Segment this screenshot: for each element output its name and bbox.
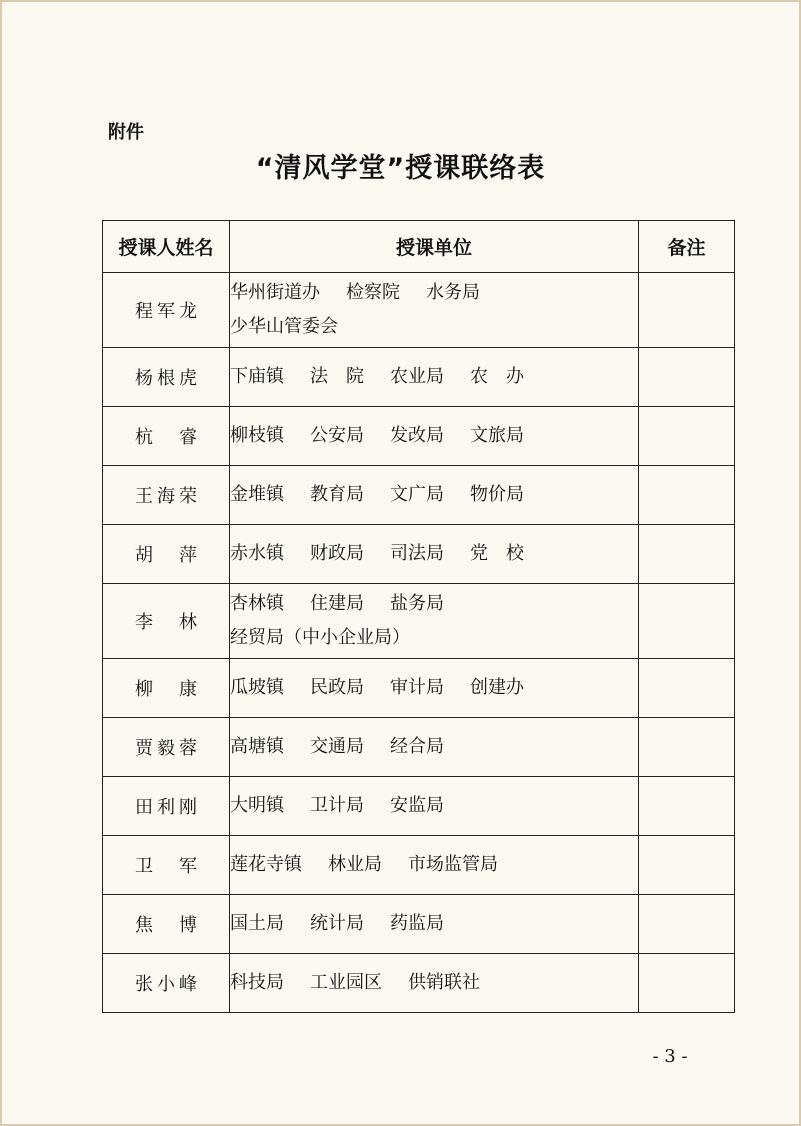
units-line — [230, 478, 638, 512]
table-header-row — [103, 221, 735, 273]
table-row — [103, 584, 735, 659]
header-remark: 备注 — [639, 221, 735, 273]
unit-name: 住建局 — [310, 593, 364, 614]
units-line — [230, 621, 638, 655]
unit-name: 创建办 — [470, 677, 524, 698]
unit-name: 党 校 — [470, 543, 524, 564]
lecturer-name: 张小峰 — [135, 974, 197, 995]
unit-name: 司法局 — [390, 543, 444, 564]
lecturer-name: 王海荣 — [135, 486, 197, 507]
unit-name: 赤水镇 — [230, 543, 284, 564]
header-units: 授课单位 — [230, 221, 639, 273]
unit-name: 高塘镇 — [230, 736, 284, 757]
units-line — [230, 671, 638, 705]
unit-name: 杏林镇 — [230, 593, 284, 614]
unit-name: 检察院 — [346, 282, 400, 303]
units-line — [230, 537, 638, 571]
unit-name: 国土局 — [230, 913, 284, 934]
units-line — [230, 276, 638, 310]
unit-name: 卫计局 — [310, 795, 364, 816]
unit-name: 审计局 — [390, 677, 444, 698]
unit-name: 供销联社 — [408, 972, 480, 993]
lecturer-name: 杨根虎 — [135, 368, 197, 389]
table-row — [103, 407, 735, 466]
table-row — [103, 836, 735, 895]
unit-name: 安监局 — [390, 795, 444, 816]
remark-cell — [639, 836, 735, 895]
unit-name: 盐务局 — [390, 593, 444, 614]
remark-cell — [639, 584, 735, 659]
units-line — [230, 907, 638, 941]
lecturer-name-cell — [103, 407, 230, 466]
remark-cell — [639, 954, 735, 1013]
lecturer-name-cell — [103, 466, 230, 525]
unit-name: 民政局 — [310, 677, 364, 698]
unit-name: 发改局 — [390, 425, 444, 446]
units-cell — [230, 466, 639, 525]
unit-name: 财政局 — [310, 543, 364, 564]
table-row — [103, 895, 735, 954]
lecturer-name: 柳 康 — [135, 679, 197, 700]
unit-name: 农 办 — [470, 366, 524, 387]
table-row — [103, 954, 735, 1013]
lecturer-name-cell — [103, 273, 230, 348]
units-line — [230, 966, 638, 1000]
lecturer-name-cell — [103, 584, 230, 659]
lecturer-name-cell — [103, 895, 230, 954]
unit-name: 少华山管委会 — [230, 316, 338, 337]
attachment-label: 附件 — [108, 122, 144, 143]
remark-cell — [639, 659, 735, 718]
table-row — [103, 466, 735, 525]
remark-cell — [639, 525, 735, 584]
table-row — [103, 777, 735, 836]
lecturer-name-cell — [103, 348, 230, 407]
units-cell — [230, 584, 639, 659]
units-line — [230, 360, 638, 394]
lecture-contact-table — [102, 220, 735, 1013]
remark-cell — [639, 777, 735, 836]
table-row — [103, 525, 735, 584]
unit-name: 华州街道办 — [230, 282, 320, 303]
unit-name: 下庙镇 — [230, 366, 284, 387]
remark-cell — [639, 895, 735, 954]
units-line — [230, 310, 638, 344]
unit-name: 市场监管局 — [408, 854, 498, 875]
table-row — [103, 348, 735, 407]
units-cell — [230, 273, 639, 348]
unit-name: 药监局 — [390, 913, 444, 934]
units-line — [230, 587, 638, 621]
unit-name: 农业局 — [390, 366, 444, 387]
lecturer-name: 卫 军 — [135, 856, 197, 877]
unit-name: 经合局 — [390, 736, 444, 757]
unit-name: 莲花寺镇 — [230, 854, 302, 875]
table-row — [103, 718, 735, 777]
table-row — [103, 273, 735, 348]
unit-name: 统计局 — [310, 913, 364, 934]
unit-name: 文广局 — [390, 484, 444, 505]
lecturer-name: 贾毅蓉 — [135, 738, 197, 759]
unit-name: 法 院 — [310, 366, 364, 387]
unit-name: 大明镇 — [230, 795, 284, 816]
unit-name: 公安局 — [310, 425, 364, 446]
table-row — [103, 659, 735, 718]
units-line — [230, 419, 638, 453]
units-cell — [230, 407, 639, 466]
lecturer-name: 田利刚 — [135, 797, 197, 818]
units-cell — [230, 777, 639, 836]
unit-name: 工业园区 — [310, 972, 382, 993]
units-cell — [230, 659, 639, 718]
document-title: “清风学堂”授课联络表 — [255, 153, 546, 184]
page-number: - 3 - — [652, 1046, 688, 1067]
lecturer-name: 胡 萍 — [135, 545, 197, 566]
remark-cell — [639, 273, 735, 348]
header-name: 授课人姓名 — [103, 221, 230, 273]
lecturer-name-cell — [103, 718, 230, 777]
units-cell — [230, 836, 639, 895]
units-line — [230, 789, 638, 823]
units-cell — [230, 895, 639, 954]
lecturer-name: 杭 睿 — [135, 427, 197, 448]
unit-name: 瓜坡镇 — [230, 677, 284, 698]
remark-cell — [639, 348, 735, 407]
unit-name: 科技局 — [230, 972, 284, 993]
lecturer-name: 焦 博 — [135, 915, 197, 936]
units-line — [230, 848, 638, 882]
unit-name: 水务局 — [426, 282, 480, 303]
unit-name: 文旅局 — [470, 425, 524, 446]
unit-name: 林业局 — [328, 854, 382, 875]
remark-cell — [639, 407, 735, 466]
units-cell — [230, 954, 639, 1013]
remark-cell — [639, 466, 735, 525]
unit-name: 物价局 — [470, 484, 524, 505]
lecturer-name-cell — [103, 954, 230, 1013]
lecturer-name-cell — [103, 659, 230, 718]
units-cell — [230, 718, 639, 777]
unit-name: 柳枝镇 — [230, 425, 284, 446]
unit-name: 金堆镇 — [230, 484, 284, 505]
lecturer-name: 程军龙 — [135, 301, 197, 322]
lecturer-name: 李 林 — [135, 612, 197, 633]
remark-cell — [639, 718, 735, 777]
unit-name: 交通局 — [310, 736, 364, 757]
units-line — [230, 730, 638, 764]
unit-name: 经贸局（中小企业局） — [230, 627, 410, 648]
units-cell — [230, 525, 639, 584]
unit-name: 教育局 — [310, 484, 364, 505]
lecturer-name-cell — [103, 777, 230, 836]
units-cell — [230, 348, 639, 407]
lecturer-name-cell — [103, 525, 230, 584]
lecturer-name-cell — [103, 836, 230, 895]
